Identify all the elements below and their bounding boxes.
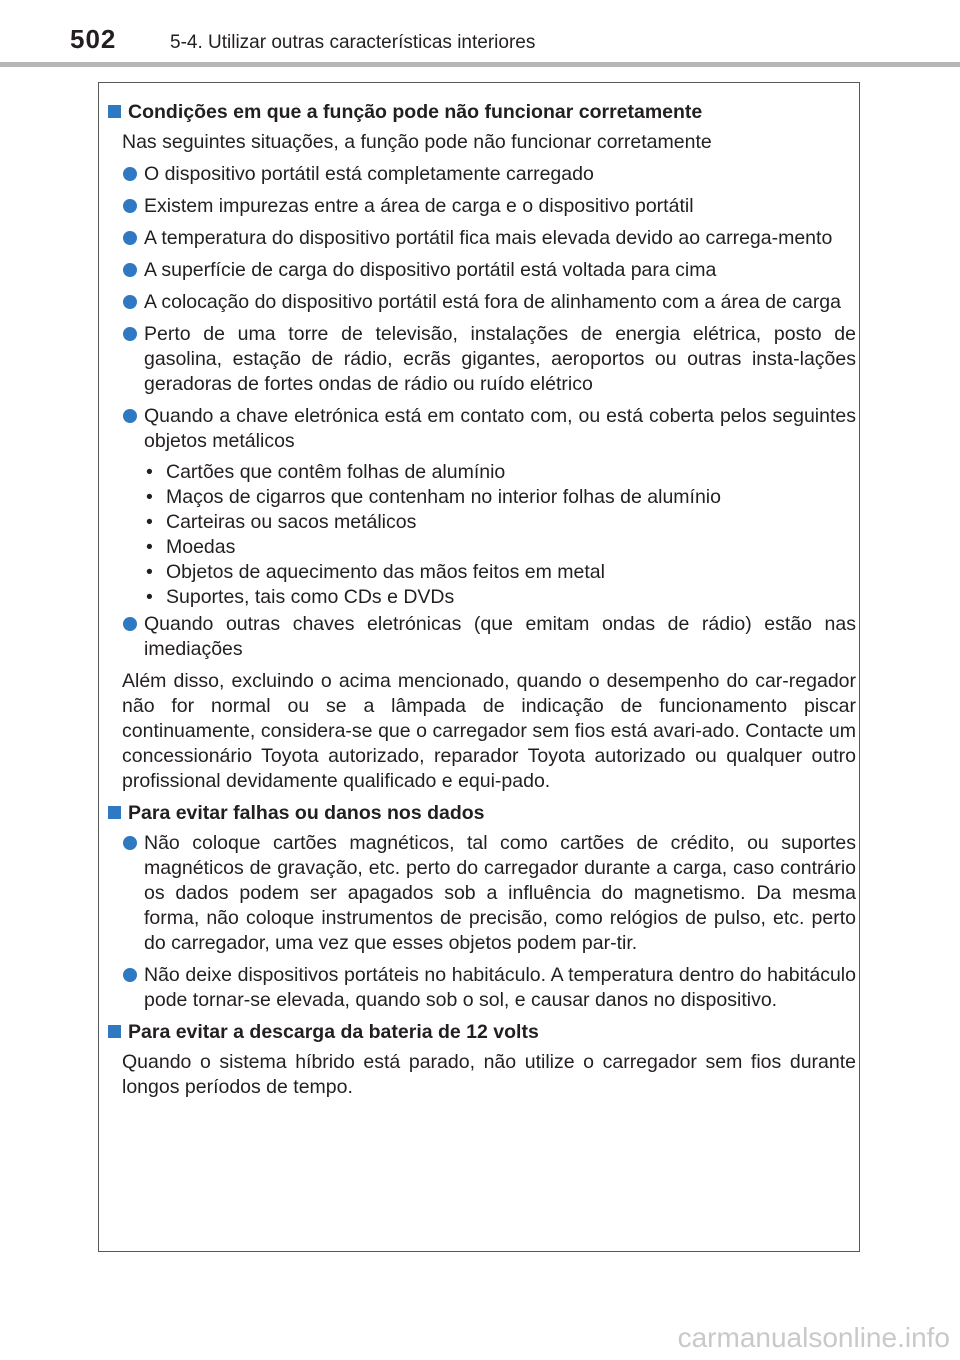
watermark: carmanualsonline.info	[677, 1322, 950, 1353]
sub-list-item: • Cartões que contêm folhas de alumínio	[146, 461, 506, 483]
list-item	[122, 322, 856, 397]
paragraph: Quando o sistema híbrido está parado, não utilize o carregador sem fios durante longos períodos de tempo.	[122, 1051, 856, 1098]
list-item	[122, 226, 856, 251]
square-bullet-icon	[108, 806, 121, 819]
list-item	[122, 290, 856, 315]
paragraph: Nas seguintes situações, a função pode não funcionar corretamente	[122, 131, 712, 153]
list-item	[122, 831, 856, 956]
circle-bullet-icon	[123, 327, 137, 341]
list-item-text: O dispositivo portátil está completamente carregado	[144, 163, 594, 185]
list-item-text: Perto de uma torre de televisão, instalações de energia elétrica, posto de gasolina, estação de rádio, ecrãs gigantes, aeroportos ou outras insta-lações geradoras de fortes ondas de rádio ou ruído elétrico	[144, 323, 856, 395]
list-item-text: A superfície de carga do dispositivo portátil está voltada para cima	[144, 259, 717, 281]
list-item-text: Quando outras chaves eletrónicas (que emitam ondas de rádio) estão nas imediações	[144, 613, 856, 660]
heading-text: Para evitar a descarga da bateria de 12 volts	[128, 1021, 539, 1043]
sub-list-item: • Carteiras ou sacos metálicos	[146, 511, 417, 533]
list-item-text: Não coloque cartões magnéticos, tal como cartões de crédito, ou suportes magnéticos de gravação, etc. perto do carregador durante a carga, caso contrário os dados podem ser apagados sob a influência do magnetismo. Da mesma forma, não coloque instrumentos de precisão, como relógios de pulso, etc. perto do carregador, uma vez que esses objetos podem par-tir.	[144, 832, 856, 954]
circle-bullet-icon	[123, 295, 137, 309]
sub-list-item: • Maços de cigarros que contenham no interior folhas de alumínio	[146, 486, 721, 508]
sub-list-item: • Objetos de aquecimento das mãos feitos em metal	[146, 561, 605, 583]
page-header	[0, 0, 960, 70]
paragraph: Além disso, excluindo o acima mencionado, quando o desempenho do car-regador não for normal ou se a lâmpada de indicação de funcionamento piscar continuamente, considera-se que o carregador sem fios está avari-ado. Contacte um concessionário Toyota autorizado, reparador Toyota autorizado ou qualquer outro profissional devidamente qualificado e equi-pado.	[122, 670, 856, 792]
section-heading	[106, 1020, 856, 1045]
list-item	[122, 963, 856, 1013]
list-item	[122, 162, 856, 187]
header-rule	[0, 62, 960, 67]
section-heading	[106, 801, 856, 826]
circle-bullet-icon	[123, 836, 137, 850]
circle-bullet-icon	[123, 231, 137, 245]
section-heading	[106, 100, 856, 125]
list-item	[122, 404, 856, 454]
list-item-text: Quando a chave eletrónica está em contato com, ou está coberta pelos seguintes objetos metálicos	[144, 405, 856, 452]
list-item-text: Não deixe dispositivos portáteis no habitáculo. A temperatura dentro do habitáculo pode tornar-se elevada, quando sob o sol, e causar danos no dispositivo.	[144, 964, 856, 1011]
content-area	[106, 100, 856, 1107]
list-item-text: A temperatura do dispositivo portátil fica mais elevada devido ao carrega-mento	[144, 227, 833, 249]
metal-objects-list	[144, 460, 856, 610]
sub-list-item: • Suportes, tais como CDs e DVDs	[146, 586, 455, 608]
circle-bullet-icon	[123, 167, 137, 181]
circle-bullet-icon	[123, 263, 137, 277]
heading-text: Condições em que a função pode não funcionar corretamente	[128, 101, 703, 123]
sub-list-item: • Moedas	[146, 536, 236, 558]
list-item	[122, 612, 856, 662]
list-item	[122, 258, 856, 283]
heading-text: Para evitar falhas ou danos nos dados	[128, 802, 485, 824]
section-title: 5-4. Utilizar outras características interiores	[170, 32, 536, 53]
list-item-text: Existem impurezas entre a área de carga e o dispositivo portátil	[144, 195, 694, 217]
list-item-text: A colocação do dispositivo portátil está fora de alinhamento com a área de carga	[144, 291, 842, 313]
page-number: 502	[70, 24, 117, 54]
square-bullet-icon	[108, 105, 121, 118]
circle-bullet-icon	[123, 409, 137, 423]
circle-bullet-icon	[123, 199, 137, 213]
circle-bullet-icon	[123, 617, 137, 631]
list-item	[122, 194, 856, 219]
circle-bullet-icon	[123, 968, 137, 982]
square-bullet-icon	[108, 1025, 121, 1038]
